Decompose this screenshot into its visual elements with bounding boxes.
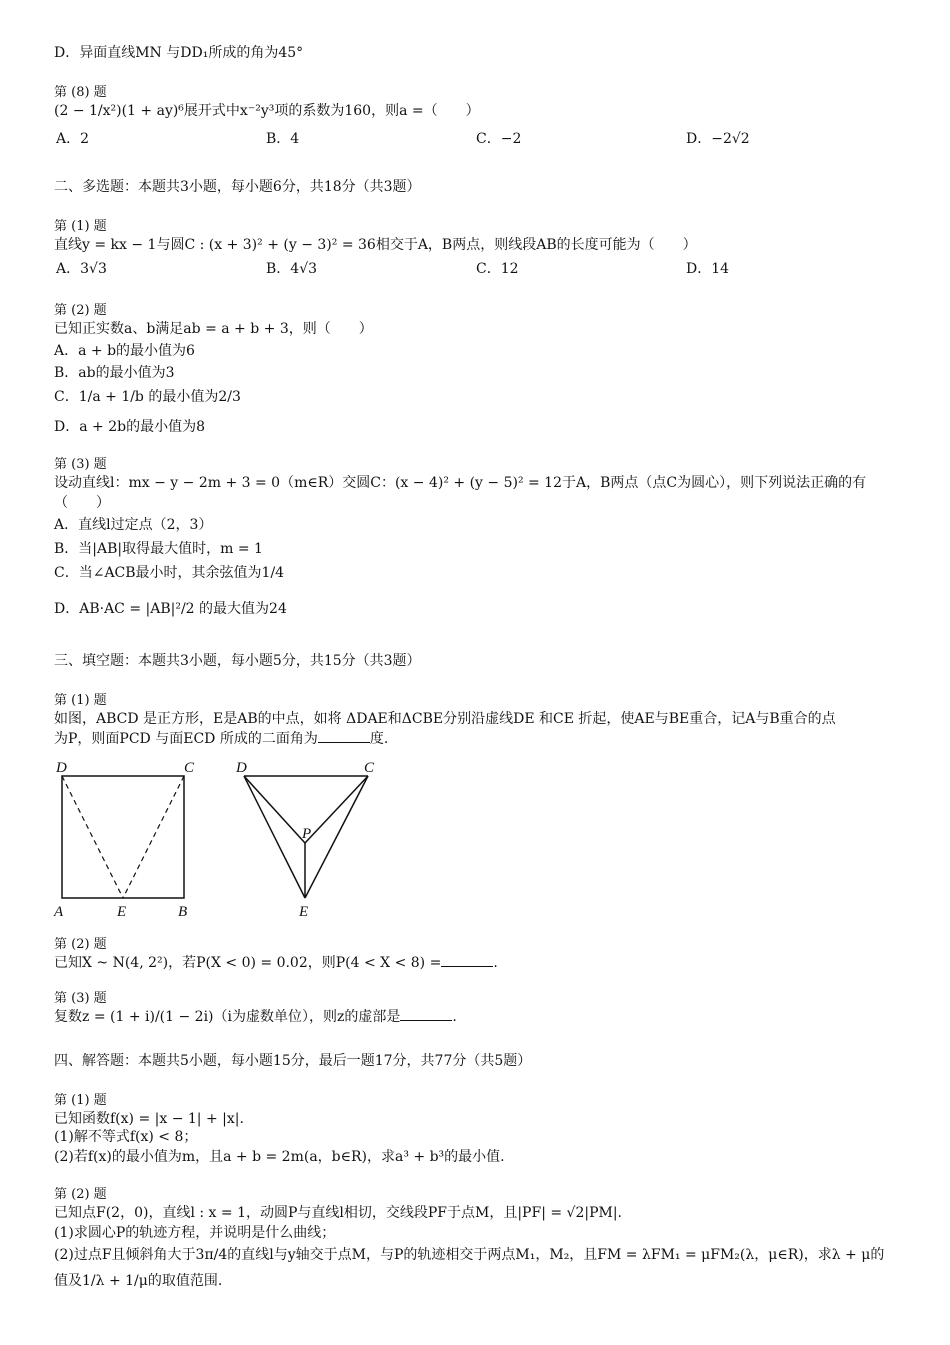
s2q2-option-a: A．a + b的最小值为6 xyxy=(54,343,195,359)
s2q2-option-b: B．ab的最小值为3 xyxy=(54,365,175,381)
q8-option-b: B．4 xyxy=(266,131,300,147)
s3-question-2-stem xyxy=(54,954,498,972)
label-d: D xyxy=(236,760,247,776)
s4q2-part-2-cont: 值及1/λ + 1/μ的取值范围. xyxy=(54,1273,223,1289)
s2q1-option-d: D．14 xyxy=(686,261,730,277)
edge-de xyxy=(244,776,305,898)
label-e: E xyxy=(299,904,309,920)
s4-question-1-label: 第 (1) 题 xyxy=(54,1093,107,1108)
s2-question-3-stem-cont: （ ） xyxy=(54,495,110,511)
s4q1-part-1: (1)解不等式f(x) < 8； xyxy=(54,1129,198,1145)
s2q1-option-b: B．4√3 xyxy=(266,261,318,277)
square-figure xyxy=(50,756,210,924)
s4q1-part-2: (2)若f(x)的最小值为m，且a + b = 2m(a，b∈R)，求a³ + b³的最小值. xyxy=(54,1149,505,1165)
label-b: B xyxy=(178,904,188,920)
answer-blank xyxy=(441,954,493,967)
s3-question-2-label: 第 (2) 题 xyxy=(54,937,107,952)
s3q3-stem-text: 复数z = (1 + i)/(1 − 2i)（i为虚数单位），则z的虚部是 xyxy=(54,1009,401,1025)
edge-cp xyxy=(305,776,368,843)
s3q3-stem-end: . xyxy=(452,1009,457,1025)
s3q2-stem-text: 已知X ~ N(4, 2²)，若P(X < 0) = 0.02，则P(4 < X < 8) = xyxy=(54,955,442,971)
s3-question-3-label: 第 (3) 题 xyxy=(54,991,107,1006)
question-8-label: 第 (8) 题 xyxy=(54,85,107,100)
q8-option-a: A．2 xyxy=(56,131,90,147)
s2-question-2-label: 第 (2) 题 xyxy=(54,303,107,318)
s2q2-option-c: C．1/a + 1/b 的最小值为2/3 xyxy=(54,389,241,405)
s2q3-option-c: C．当∠ACB最小时，其余弦值为1/4 xyxy=(54,565,285,581)
s2q2-option-d: D．a + 2b的最小值为8 xyxy=(54,419,205,435)
section-4-heading: 四、解答题：本题共5小题，每小题15分，最后一题17分，共77分（共5题） xyxy=(54,1053,532,1069)
s3q2-stem-end: . xyxy=(493,955,498,971)
s2-question-3-label: 第 (3) 题 xyxy=(54,457,107,472)
s3-question-3-stem xyxy=(54,1008,457,1026)
section-2-heading: 二、多选题：本题共3小题，每小题6分，共18分（共3题） xyxy=(54,179,421,195)
q8-option-c: C．−2 xyxy=(476,131,522,147)
s2q3-option-a: A．直线l过定点（2，3） xyxy=(54,517,213,533)
label-a: A xyxy=(54,904,64,920)
s2q1-option-a: A．3√3 xyxy=(56,261,107,277)
s4q2-part-2: (2)过点F且倾斜角大于3π/4的直线l与y轴交于点M，与P的轨迹相交于两点M₁，M₂，且FM = λFM₁ = μFM₂(λ，μ∈R)，求λ + μ的 xyxy=(54,1247,885,1263)
s2-question-2-stem: 已知正实数a、b满足ab = a + b + 3，则（ ） xyxy=(54,321,373,337)
edge-dp xyxy=(244,776,305,843)
q8-option-d: D．−2√2 xyxy=(686,131,750,147)
answer-blank xyxy=(318,730,370,743)
label-p: P xyxy=(302,826,312,842)
s2q3-option-b: B．当|AB|取得最大值时，m = 1 xyxy=(54,541,263,557)
label-d: D xyxy=(56,760,67,776)
dashed-line-de xyxy=(62,776,123,898)
s4-question-2-stem: 已知点F(2，0)，直线l : x = 1，动圆P与直线l相切，交线段PF于点M，且|PF| = √2|PM|. xyxy=(54,1205,623,1221)
label-c: C xyxy=(364,760,375,776)
dashed-line-ce xyxy=(123,776,184,898)
s2-question-1-stem: 直线y = kx − 1与圆C : (x + 3)² + (y − 3)² = 36相交于A，B两点，则线段AB的长度可能为（ ） xyxy=(54,237,697,253)
previous-question-option-d: D．异面直线MN 与DD₁所成的角为45° xyxy=(54,45,304,61)
s4-question-1-stem: 已知函数f(x) = |x − 1| + |x|. xyxy=(54,1111,244,1127)
s3-question-1-label: 第 (1) 题 xyxy=(54,693,107,708)
section-3-heading: 三、填空题：本题共3小题，每小题5分，共15分（共3题） xyxy=(54,653,421,669)
label-c: C xyxy=(184,760,195,776)
square-abcd xyxy=(62,776,184,898)
answer-blank xyxy=(400,1008,452,1021)
s4q2-part-1: (1)求圆心P的轨迹方程，并说明是什么曲线； xyxy=(54,1225,336,1241)
s2-question-3-stem: 设动直线l：mx − y − 2m + 3 = 0（m∈R）交圆C：(x − 4)² + (y − 5)² = 12于A，B两点（点C为圆心），则下列说法正确的有 xyxy=(54,475,867,491)
s3-question-1-stem: 如图，ABCD 是正方形，E是AB的中点，如将 ΔDAE和ΔCBE分别沿虚线DE 和CE 折起，使AE与BE重合，记A与B重合的点 xyxy=(54,711,836,727)
folded-figure xyxy=(228,756,388,924)
question-8-stem: (2 − 1/x²)(1 + ay)⁶展开式中x⁻²y³项的系数为160，则a =（ ） xyxy=(54,103,480,119)
edge-ce xyxy=(305,776,368,898)
s4-question-2-label: 第 (2) 题 xyxy=(54,1187,107,1202)
s2q1-option-c: C．12 xyxy=(476,261,519,277)
s3q1-stem-end: 度. xyxy=(369,731,389,747)
s2-question-1-label: 第 (1) 题 xyxy=(54,219,107,234)
s3q1-stem-text: 为P，则面PCD 与面ECD 所成的二面角为 xyxy=(54,731,318,747)
s2q3-option-d: D．AB·AC = |AB|²/2 的最大值为24 xyxy=(54,601,287,617)
label-e: E xyxy=(117,904,127,920)
s3-question-1-stem-cont xyxy=(54,730,388,748)
